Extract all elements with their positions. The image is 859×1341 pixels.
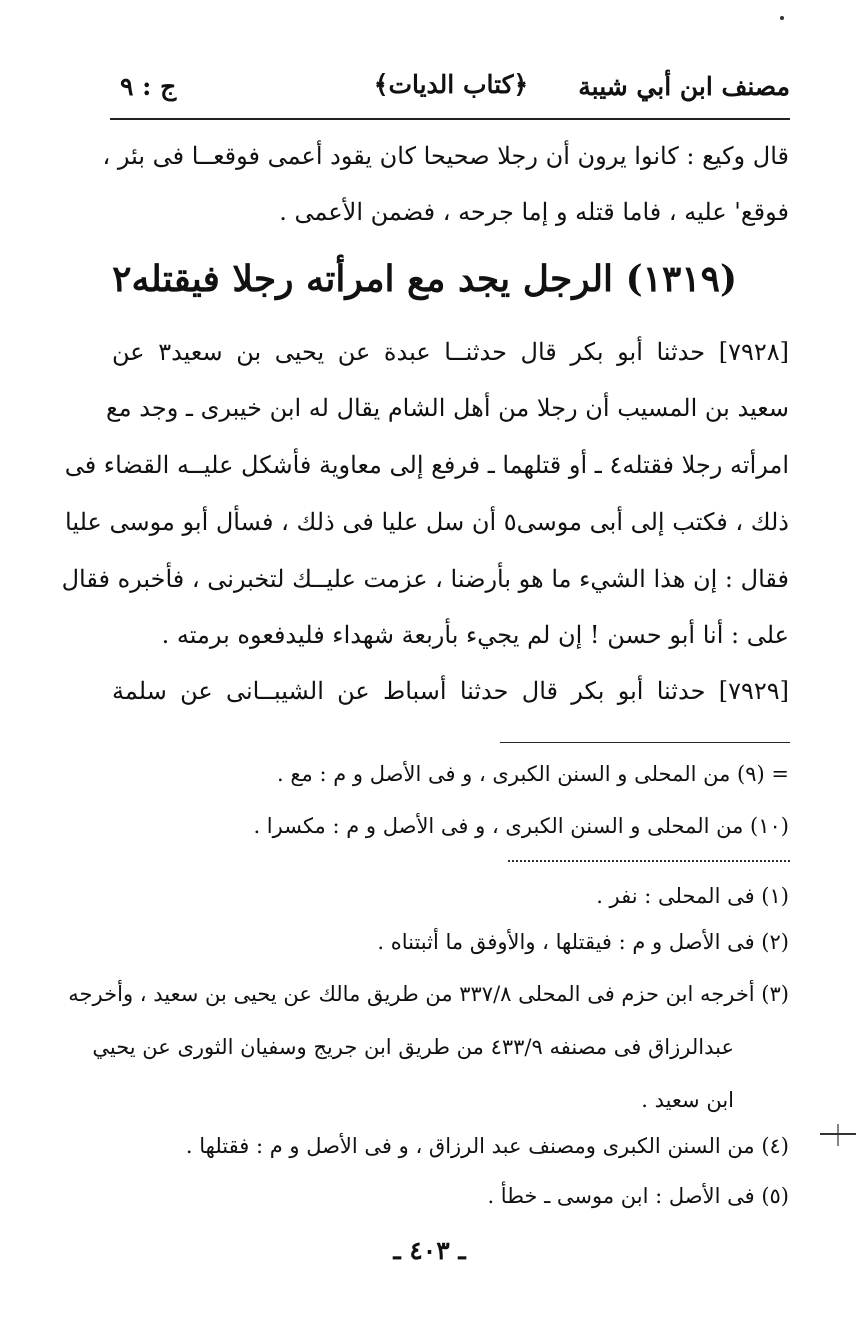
footnote: (٣) أخرجه ابن حزم فى المحلى ٣٣٧/٨ من طريق مالك عن يحيى بن سعيد ، وأخرجه: [68, 982, 789, 1006]
binding-cross-mark: [818, 1120, 858, 1150]
hadith-line: امرأته رجلا فقتله٤ ـ أو قتلهما ـ فرفع إلى معاوية فأشكل عليــه القضاء فى: [64, 451, 789, 479]
footnote-continued: (١٠) من المحلى و السنن الكبرى ، و فى الأصل و م : مكسرا .: [253, 814, 789, 838]
hadith-line: [٧٩٢٨] حدثنا أبو بكر قال حدثنــا عبدة عن يحيى بن سعيد٣ عن: [112, 338, 790, 366]
section-title: ﴿كتاب الديات﴾: [373, 70, 529, 99]
page-number: ـ ٤٠٣ ـ: [393, 1236, 466, 1265]
footnote-separator: [508, 860, 790, 866]
footnote: (٥) فى الأصل : ابن موسى ـ خطأ .: [487, 1184, 789, 1208]
hadith-line: [٧٩٢٩] حدثنا أبو بكر قال حدثنا أسباط عن الشيبــانى عن سلمة: [112, 677, 789, 705]
header-divider: [110, 118, 790, 120]
footnote: (١) فى المحلى : نفر .: [596, 884, 789, 908]
hadith-line: على : أنا أبو حسن ! إن لم يجيء بأربعة شهداء فليدفعوه برمته .: [161, 621, 789, 649]
footnote-continued: = (٩) من المحلى و السنن الكبرى ، و فى الأصل و م : مع .: [277, 762, 789, 786]
footnote: ابن سعيد .: [641, 1088, 734, 1112]
book-title: مصنف ابن أبي شيبة: [578, 72, 790, 101]
chapter-heading: (١٣١٩) الرجل يجد مع امرأته رجلا فيقتله٢: [112, 258, 737, 300]
body-line: فوقع' عليه ، فاما قتله و إما جرحه ، فضمن الأعمى .: [279, 198, 789, 226]
footnote: (٢) فى الأصل و م : فيقتلها ، والأوفق ما أثبتناه .: [377, 930, 789, 954]
volume-number: ج : ٩: [120, 72, 177, 101]
footnote-divider: [500, 742, 790, 743]
footnote: عبدالرزاق فى مصنفه ٤٣٣/٩ من طريق ابن جريج وسفيان الثورى عن يحيي: [92, 1035, 734, 1059]
body-line: قال وكيع : كانوا يرون أن رجلا صحيحا كان يقود أعمى فوقعــا فى بئر ،: [102, 142, 789, 170]
print-speck-mark: [778, 14, 786, 22]
hadith-line: ذلك ، فكتب إلى أبى موسى٥ أن سل عليا فى ذلك ، فسأل أبو موسى عليا: [65, 508, 789, 536]
hadith-line: سعيد بن المسيب أن رجلا من أهل الشام يقال له ابن خيبرى ـ وجد مع: [106, 394, 789, 422]
running-header: [112, 66, 790, 114]
hadith-line: فقال : إن هذا الشيء ما هو بأرضنا ، عزمت عليــك لتخبرنى ، فأخبره فقال: [61, 565, 789, 593]
footnote: (٤) من السنن الكبرى ومصنف عبد الرزاق ، و فى الأصل و م : فقتلها .: [185, 1134, 789, 1158]
